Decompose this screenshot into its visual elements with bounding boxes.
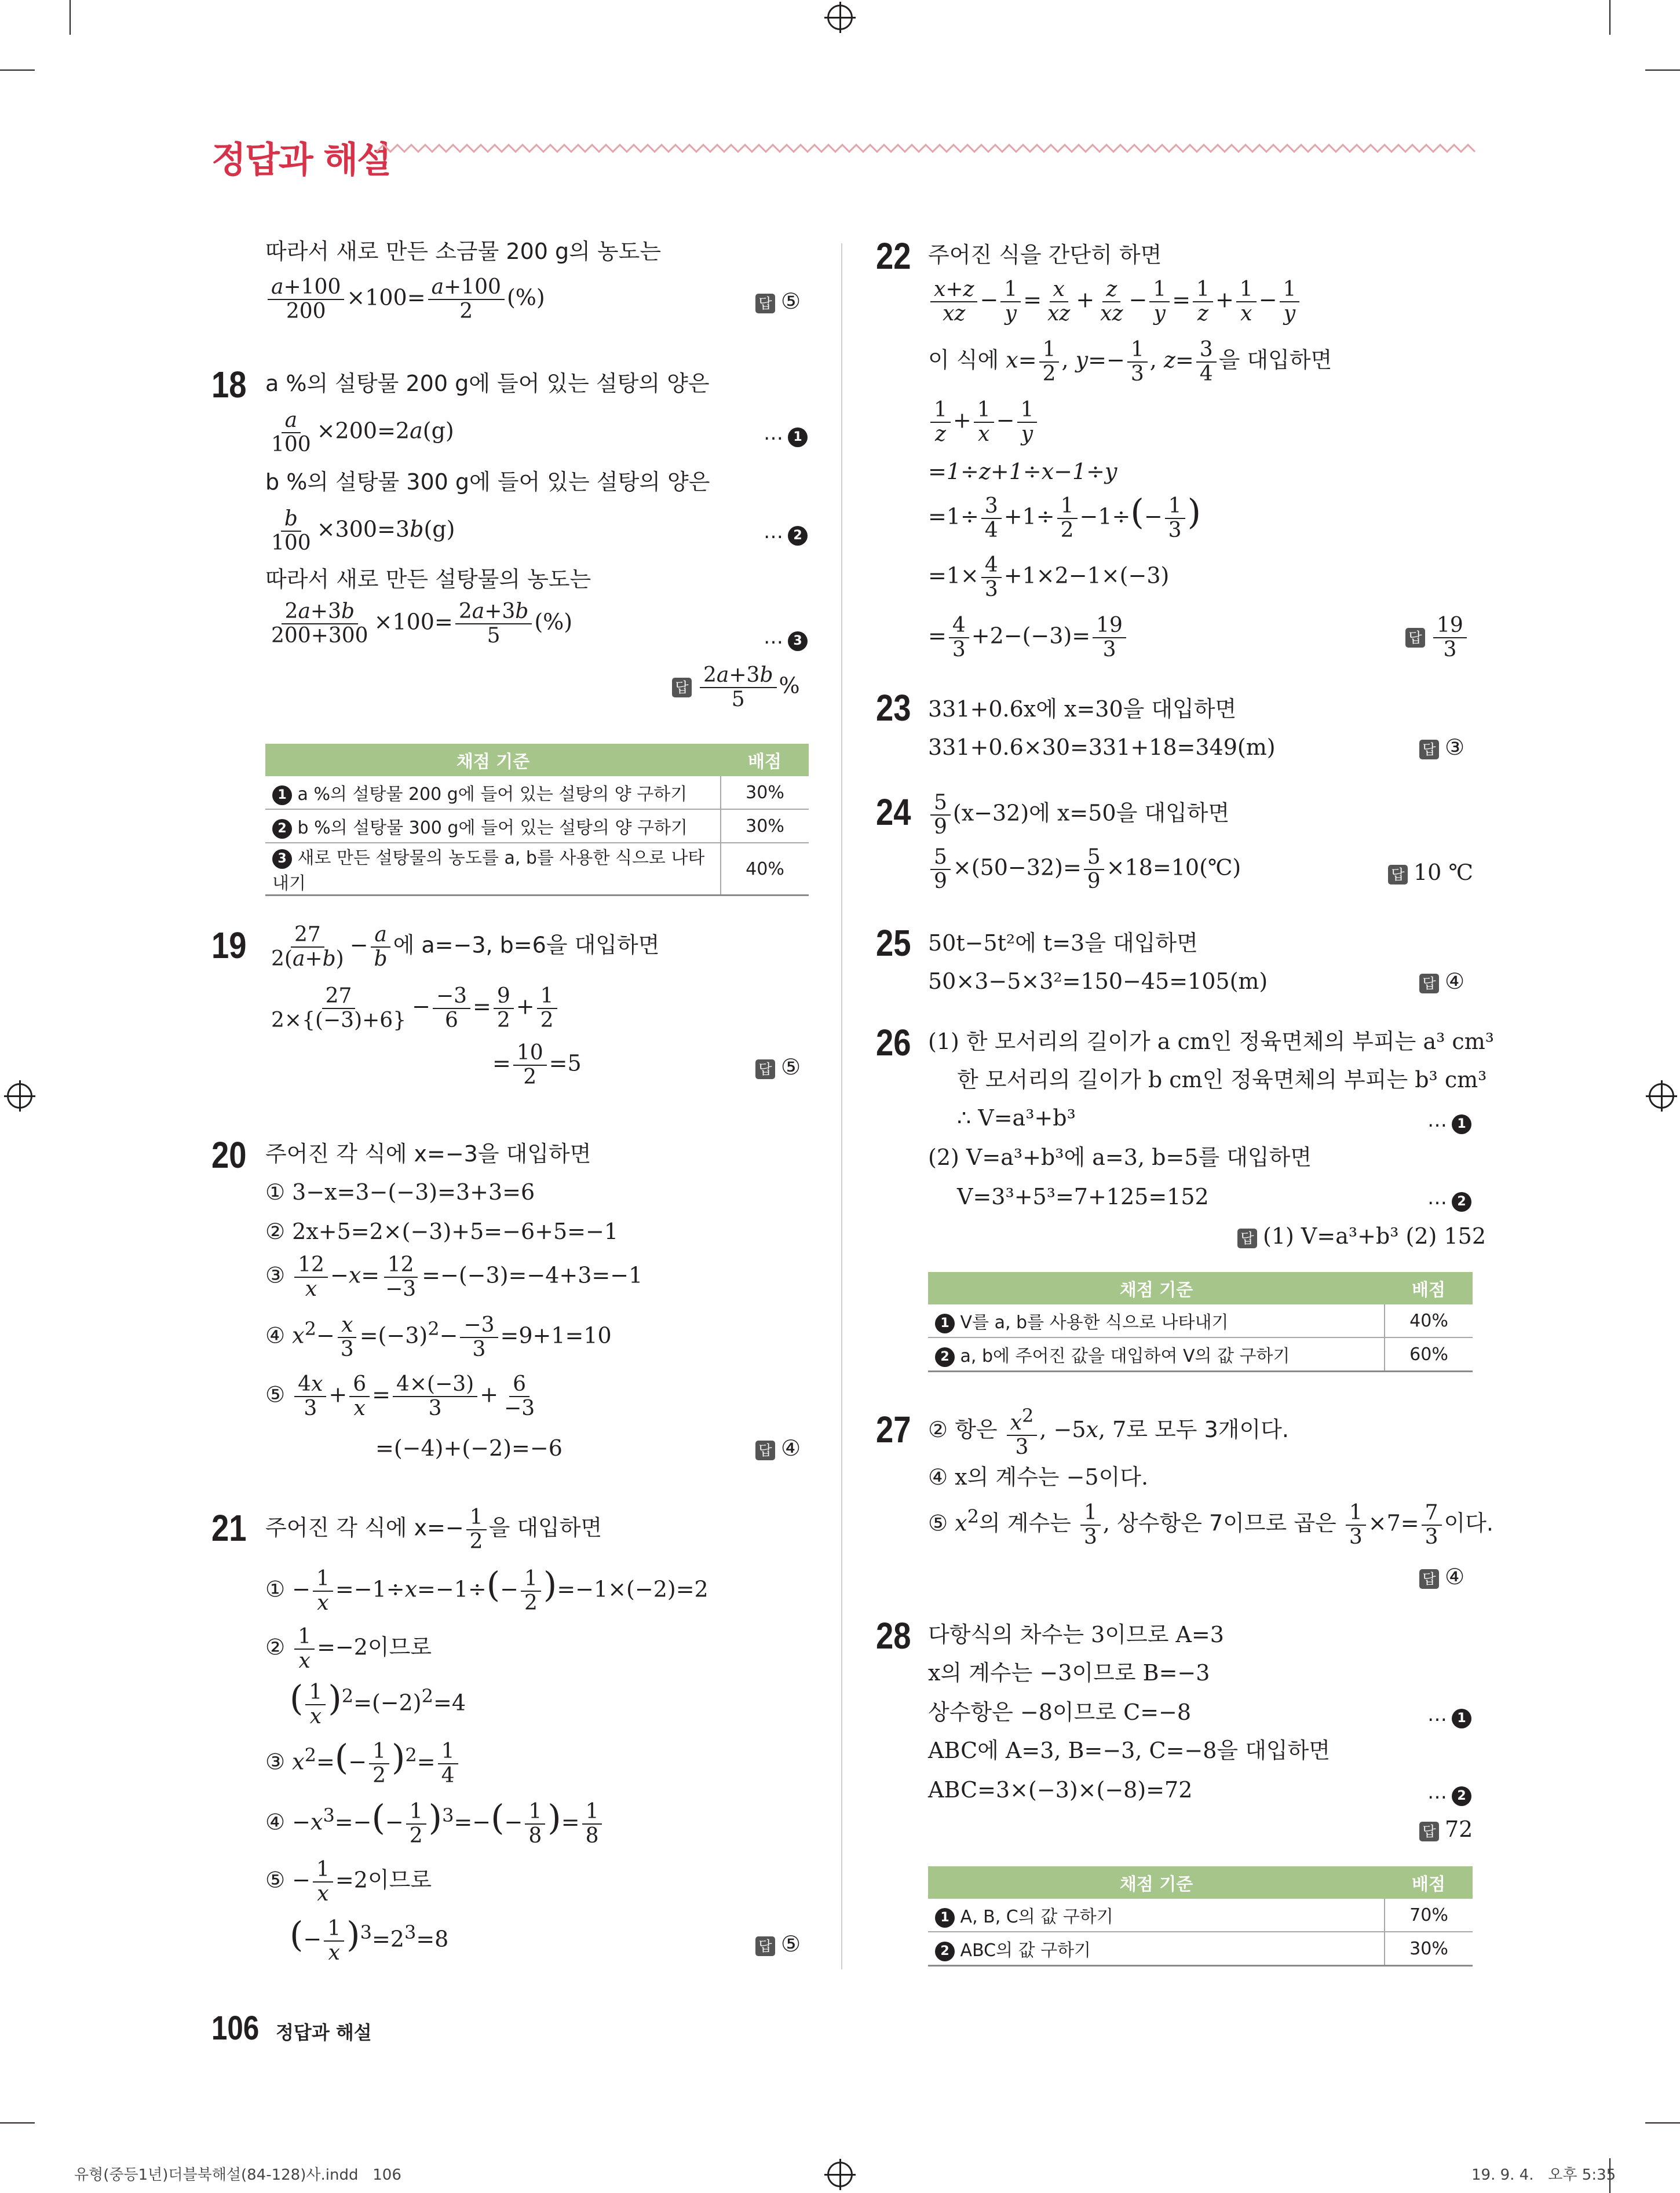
q26-row1-label: V를 a, b를 사용한 식으로 나타내기 bbox=[960, 1313, 1229, 1333]
header-title: 정답과 해설 bbox=[211, 138, 391, 181]
q22-number: 22 bbox=[876, 235, 911, 277]
q18-formula2: $\frac{b}{100}$ ×300=3b(g) bbox=[271, 507, 455, 555]
registration-mark-icon bbox=[827, 5, 853, 30]
q22-formula: $\frac{x+z}{xz}$ − $\frac{1}{y}$ = $\frac{x}{xz}$ + $\frac{z}{xz}$ − $\frac{1}{y}$ = $\frac{1}{z}$ + $\frac{1}{x}$ − $\frac{1}{y}$ bbox=[928, 278, 1302, 326]
registration-mark-icon bbox=[1649, 1083, 1674, 1109]
q21-line1: 주어진 각 식에 x=− $\frac{1}{2}$ 을 대입하면 bbox=[265, 1505, 602, 1554]
print-file-name: 유형(중등1년)더블북해설(84-128)사.indd 106 bbox=[74, 2166, 401, 2184]
q19-step1: $\frac{27}{2\times\{(-3)+6\}}$ − $\frac{-3}{6}$ = $\frac{9}{2}$ + $\frac{1}{2}$ bbox=[265, 985, 560, 1032]
q17-line1: 따라서 새로 만든 소금물 200 g의 농도는 bbox=[265, 239, 662, 264]
q18-row2-pct: 30% bbox=[721, 809, 809, 843]
crop-mark bbox=[0, 70, 35, 71]
q20-s4: ④ $x^2-$ $\frac{x}{3}$ $=(-3)^2-$ $\frac{-3}{3}$ =9+1=10 bbox=[265, 1313, 612, 1361]
crop-mark bbox=[1645, 70, 1680, 71]
score-header-points: 배점 bbox=[1385, 1866, 1473, 1899]
q28-l5: ABC=3×(−3)×(−8)=72 bbox=[928, 1777, 1193, 1803]
q20-line1: 주어진 각 식에 x=−3을 대입하면 bbox=[265, 1141, 591, 1167]
q20-s3: ③ $\frac{12}{x}$ −x= $\frac{12}{-3}$ =−(−3)=−4+3=−1 bbox=[265, 1253, 643, 1301]
q26-step2: … 2 bbox=[1427, 1186, 1471, 1212]
q26-l1: (1) 한 모서리의 길이가 a cm인 정육면체의 부피는 a³ cm³ bbox=[928, 1029, 1494, 1054]
q17-answer: 답 ⑤ bbox=[755, 288, 801, 314]
q17-formula: $\frac{a+100}{200}$ ×100= $\frac{a+100}{2}$ (%) bbox=[265, 276, 545, 323]
q27-l1: ② 항은 $\frac{x^2}{3}$ , −5x, 7로 모두 3개이다. bbox=[928, 1405, 1289, 1459]
q28-row2-pct: 30% bbox=[1385, 1932, 1473, 1966]
q28-l2: x의 계수는 −3이므로 B=−3 bbox=[928, 1660, 1210, 1686]
q27-l3: ⑤ $x^2$의 계수는 $\frac{1}{3}$ , 상수항은 7이므로 곱은 $\frac{1}{3}$ ×7= $\frac{7}{3}$ 이다. bbox=[928, 1501, 1493, 1549]
q21-s1: ① − $\frac{1}{x}$ =−1÷x=−1÷(− $\frac{1}{2}$ )=−1×(−2)=2 bbox=[265, 1565, 708, 1615]
crop-mark bbox=[70, 0, 71, 35]
q22-l1: $\frac{1}{z}$ + $\frac{1}{x}$ − $\frac{1}{y}$ bbox=[928, 399, 1039, 446]
q18-line1: a %의 설탕물 200 g에 들어 있는 설탕의 양은 bbox=[265, 371, 710, 396]
header-wave bbox=[377, 141, 1477, 155]
q18-row3-pct: 40% bbox=[721, 843, 809, 896]
q23-line2: 331+0.6×30=331+18=349(m) bbox=[928, 734, 1276, 760]
q21-s5b: (− $\frac{1}{x}$ )$^3=2^3=8$ bbox=[290, 1914, 449, 1965]
q27-number: 27 bbox=[876, 1409, 911, 1450]
q26-l4: (2) V=a³+b³에 a=3, b=5를 대입하면 bbox=[928, 1145, 1312, 1170]
q28-number: 28 bbox=[876, 1615, 911, 1657]
q26-l5: V=3³+5³=7+125=152 bbox=[957, 1184, 1209, 1209]
q20-number: 20 bbox=[211, 1134, 247, 1176]
crop-mark bbox=[1645, 2122, 1680, 2123]
q22-sub: 이 식에 x= $\frac{1}{2}$ , y=− $\frac{1}{3}$ , z= $\frac{3}{4}$ 을 대입하면 bbox=[928, 338, 1332, 386]
q22-l2: =1÷z+1÷x−1÷y bbox=[928, 459, 1117, 484]
q24-line2: $\frac{5}{9}$ ×(50−32)= $\frac{5}{9}$ ×18=10(℃) bbox=[928, 846, 1241, 893]
q24-number: 24 bbox=[876, 791, 911, 833]
q21-number: 21 bbox=[211, 1507, 247, 1549]
crop-mark bbox=[0, 2122, 35, 2123]
q22-l3: =1÷ $\frac{3}{4}$ +1÷ $\frac{1}{2}$ −1÷(− $\frac{1}{3}$ ) bbox=[928, 492, 1201, 542]
q25-line2: 50×3−5×3²=150−45=105(m) bbox=[928, 968, 1268, 994]
q28-l3: 상수항은 −8이므로 C=−8 bbox=[928, 1699, 1192, 1725]
q24-line1: $\frac{5}{9}$ (x−32)에 x=50을 대입하면 bbox=[928, 791, 1229, 839]
q21-s3: ③ $x^2=(-$ $\frac{1}{2}$ )$^2$= $\frac{1}{4}$ bbox=[265, 1740, 461, 1788]
q27-answer: 답 ④ bbox=[1419, 1564, 1464, 1589]
q28-step1: … 1 bbox=[1427, 1703, 1471, 1728]
q28-row1-label: A, B, C의 값 구하기 bbox=[960, 1907, 1113, 1927]
q26-row1-pct: 40% bbox=[1385, 1304, 1473, 1337]
q26-number: 26 bbox=[876, 1022, 911, 1063]
q28-row2-label: ABC의 값 구하기 bbox=[960, 1940, 1091, 1961]
q18-row3-label: 새로 만든 설탕물의 농도를 a, b를 사용한 식으로 나타내기 bbox=[272, 848, 705, 894]
q25-answer: 답 ④ bbox=[1419, 968, 1464, 994]
q21-s5: ⑤ − $\frac{1}{x}$ =2이므로 bbox=[265, 1858, 432, 1906]
registration-mark-icon bbox=[827, 2162, 853, 2187]
registration-mark-icon bbox=[7, 1083, 32, 1109]
score-header-criteria: 채점 기준 bbox=[928, 1272, 1385, 1304]
q18-step3: … 3 bbox=[764, 626, 808, 651]
q20-s5-result: =(−4)+(−2)=−6 bbox=[375, 1435, 563, 1461]
q28-score-table: 채점 기준 배점 1 A, B, C의 값 구하기 70% 2 ABC의 값 구하기 30% bbox=[928, 1866, 1473, 1967]
q22-l4: =1× $\frac{4}{3}$ +1×2−1×(−3) bbox=[928, 553, 1170, 601]
q18-line2: b %의 설탕물 300 g에 들어 있는 설탕의 양은 bbox=[265, 469, 710, 495]
q21-s4: ④ $-x^3=-(-$ $\frac{1}{2}$ )$^3$=−(− $\frac{1}{8}$ )= $\frac{1}{8}$ bbox=[265, 1800, 604, 1848]
q18-step2: … 2 bbox=[764, 520, 808, 546]
page-footer-label: 정답과 해설 bbox=[276, 2022, 372, 2044]
q19-line1: $\frac{27}{2(a+b)}$ − $\frac{a}{b}$ 에 a=−3, b=6을 대입하면 bbox=[271, 923, 660, 971]
q18-number: 18 bbox=[211, 364, 247, 405]
q18-row1-label: a %의 설탕물 200 g에 들어 있는 설탕의 양 구하기 bbox=[297, 784, 688, 805]
q22-answer: 답 $\frac{19}{3}$ bbox=[1405, 614, 1469, 661]
q26-answer: 답 (1) V=a³+b³ (2) 152 bbox=[1237, 1223, 1486, 1249]
q28-row1-pct: 70% bbox=[1385, 1899, 1473, 1932]
q26-row2-label: a, b에 주어진 값을 대입하여 V의 값 구하기 bbox=[960, 1346, 1290, 1366]
q18-answer: 답 $\frac{2a+3b}{5}$ % bbox=[672, 664, 800, 711]
q25-line1: 50t−5t²에 t=3을 대입하면 bbox=[928, 930, 1198, 956]
q18-step1: … 1 bbox=[764, 422, 808, 447]
q28-step2: … 2 bbox=[1427, 1781, 1471, 1806]
q19-number: 19 bbox=[211, 924, 247, 966]
q18-row2-label: b %의 설탕물 300 g에 들어 있는 설탕의 양 구하기 bbox=[297, 818, 688, 838]
q25-number: 25 bbox=[876, 922, 911, 964]
q23-line1: 331+0.6x에 x=30을 대입하면 bbox=[928, 696, 1237, 722]
q22-l5: = $\frac{4}{3}$ +2−(−3)= $\frac{19}{3}$ bbox=[928, 614, 1128, 661]
q21-s2: ② $\frac{1}{x}$ =−2이므로 bbox=[265, 1625, 432, 1673]
q24-answer: 답 10 ℃ bbox=[1388, 860, 1473, 885]
column-divider bbox=[841, 243, 842, 1969]
q26-step1: … 1 bbox=[1427, 1109, 1471, 1134]
q20-s5: ⑤ $\frac{4x}{3}$ + $\frac{6}{x}$ = $\frac{4\times(-3)}{3}$ + $\frac{6}{-3}$ bbox=[265, 1372, 535, 1420]
q23-answer: 답 ③ bbox=[1419, 734, 1464, 760]
q18-formula3: $\frac{2a+3b}{200+300}$ ×100= $\frac{2a+3b}{5}$ (%) bbox=[271, 600, 573, 648]
q23-number: 23 bbox=[876, 687, 911, 729]
q18-line3: 따라서 새로 만든 설탕물의 농도는 bbox=[265, 566, 591, 592]
q19-step2: = $\frac{10}{2}$ =5 bbox=[492, 1041, 582, 1089]
q28-l4: ABC에 A=3, B=−3, C=−8을 대입하면 bbox=[928, 1738, 1331, 1763]
score-header-points: 배점 bbox=[1385, 1272, 1473, 1304]
q21-s2b: ( $\frac{1}{x}$ )$^2=(-2)^2=4$ bbox=[290, 1678, 466, 1728]
q26-row2-pct: 60% bbox=[1385, 1337, 1473, 1372]
q18-formula1: $\frac{a}{100}$ ×200=2a(g) bbox=[271, 408, 454, 456]
score-header-criteria: 채점 기준 bbox=[928, 1866, 1385, 1899]
q18-row1-pct: 30% bbox=[721, 776, 809, 809]
print-timestamp: 19. 9. 4. 오후 5:35 bbox=[1471, 2166, 1616, 2184]
q20-answer: 답 ④ bbox=[755, 1435, 801, 1461]
score-header-criteria: 채점 기준 bbox=[265, 744, 721, 776]
q28-answer: 답 72 bbox=[1419, 1816, 1473, 1842]
q26-score-table: 채점 기준 배점 1 V를 a, b를 사용한 식으로 나타내기 40% 2 a, b에 주어진 값을 대입하여 V의 값 구하기 60% bbox=[928, 1272, 1473, 1372]
crop-mark bbox=[1609, 0, 1610, 35]
q20-s1: ① 3−x=3−(−3)=3+3=6 bbox=[265, 1179, 535, 1205]
q18-score-table: 채점 기준 배점 1 a %의 설탕물 200 g에 들어 있는 설탕의 양 구하기 30% 2 b %의 설탕물 300 g에 들어 있는 설탕의 양 구하기 30% 3 새로 만든 설탕물의 농도를 a, b를 사용한 식으로 나타내기 40% bbox=[265, 744, 809, 896]
q22-line1: 주어진 식을 간단히 하면 bbox=[928, 242, 1162, 268]
q20-s2: ② 2x+5=2×(−3)+5=−6+5=−1 bbox=[265, 1219, 619, 1244]
q26-l3: ∴ V=a³+b³ bbox=[957, 1105, 1076, 1131]
q27-l2: ④ x의 계수는 −5이다. bbox=[928, 1464, 1149, 1490]
score-header-points: 배점 bbox=[721, 744, 809, 776]
q26-l2: 한 모서리의 길이가 b cm인 정육면체의 부피는 b³ cm³ bbox=[957, 1067, 1487, 1092]
page-number: 106 bbox=[211, 2009, 260, 2047]
q21-answer: 답 ⑤ bbox=[755, 1931, 801, 1957]
q28-l1: 다항식의 차수는 3이므로 A=3 bbox=[928, 1622, 1224, 1647]
q19-answer: 답 ⑤ bbox=[755, 1054, 801, 1080]
